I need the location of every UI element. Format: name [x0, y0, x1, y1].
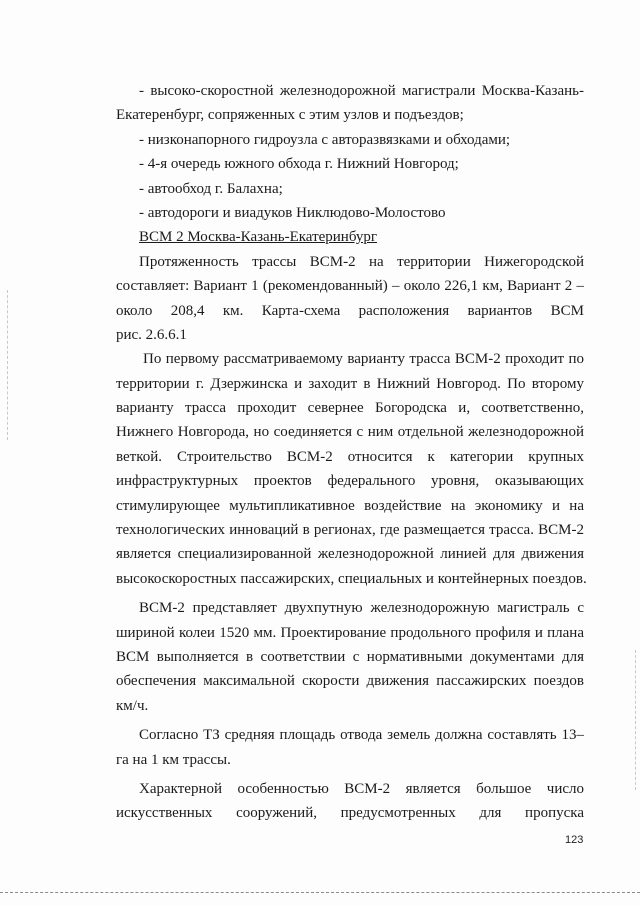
paragraph-line: По первому рассматриваемому варианту трасса ВСМ-2 проходит по [143, 351, 584, 368]
paragraph-line: варианту трасса проходит севернее Богородска и, соответственно, [116, 400, 584, 417]
paragraph-line: ВСМ-2 представляет двухпутную железнодорожную магистраль с [139, 600, 584, 617]
paragraph-line: составляет: Вариант 1 (рекомендованный) – около 226,1 км, Вариант 2 – [116, 278, 584, 295]
paragraph-line: рис. 2.6.6.1 [116, 326, 187, 343]
paragraph-line: веткой. Строительство ВСМ-2 относится к категории крупных [116, 448, 584, 465]
paragraph-line: Нижнего Новгорода, но соединяется с ним отдельной железнодорожной [116, 424, 584, 441]
paragraph-line: Согласно ТЗ средняя площадь отвода земель должна составлять 13– [139, 727, 584, 744]
paragraph-line: высокоскоростных пассажирских, специальных и контейнерных поездов. [116, 570, 587, 587]
page-number: 123 [565, 834, 584, 846]
paragraph-line: обеспечения максимальной скорости движения пассажирских поездов [116, 673, 584, 690]
list-item-text: - автодороги и виадуков Никлюдово-Молостово [139, 204, 446, 221]
section-heading: ВСМ 2 Москва-Казань-Екатеринбург [139, 229, 378, 246]
list-item-text: Екатеренбург, сопряженных с этим узлов и подъездов; [116, 107, 464, 124]
paragraph-line: искусственных сооружений, предусмотренных для пропуска [116, 805, 584, 822]
paragraph-line: Характерной особенностью ВСМ-2 является большое число [139, 780, 584, 797]
document-body [116, 79, 587, 826]
paragraph-line: около 208,4 км. Карта-схема расположения вариантов ВСМ [116, 302, 584, 319]
paragraph-line: инфраструктурных проектов федерального уровня, оказывающих [116, 473, 584, 490]
list-item-text: - 4-я очередь южного обхода г. Нижний Новгород; [139, 156, 459, 173]
list-item-text: - автообход г. Балахна; [139, 180, 283, 197]
scan-edge-mark-right [635, 650, 636, 790]
paragraph-line: га на 1 км трассы. [116, 751, 231, 768]
paragraph-line: Протяженность трассы ВСМ-2 на территории Нижегородской [139, 253, 584, 270]
list-item-text: - высоко-скоростной железнодорожной магистрали Москва-Казань- [139, 83, 584, 99]
list-item-text: - низконапорного гидроузла с авторазвязками и обходами; [139, 131, 511, 148]
paragraph-line: ВСМ выполняется в соответствии с нормативными документами для [116, 648, 584, 665]
paragraph-line: является специализированной железнодорожной линией для движения [116, 546, 584, 563]
paragraph-line: технологических инноваций в регионах, где размещается трасса. ВСМ-2 [116, 522, 584, 539]
scan-edge-mark-bottom [0, 892, 640, 893]
scan-edge-mark-left [7, 290, 8, 440]
paragraph-line: шириной колеи 1520 мм. Проектирование продольного профиля и плана [116, 624, 584, 641]
paragraph-line: км/ч. [116, 697, 149, 714]
paragraph-line: территории г. Дзержинска и заходит в Нижний Новгород. По второму [116, 375, 584, 392]
paragraph-line: стимулирующее мультипликативное воздействие на экономику и на [116, 497, 584, 514]
